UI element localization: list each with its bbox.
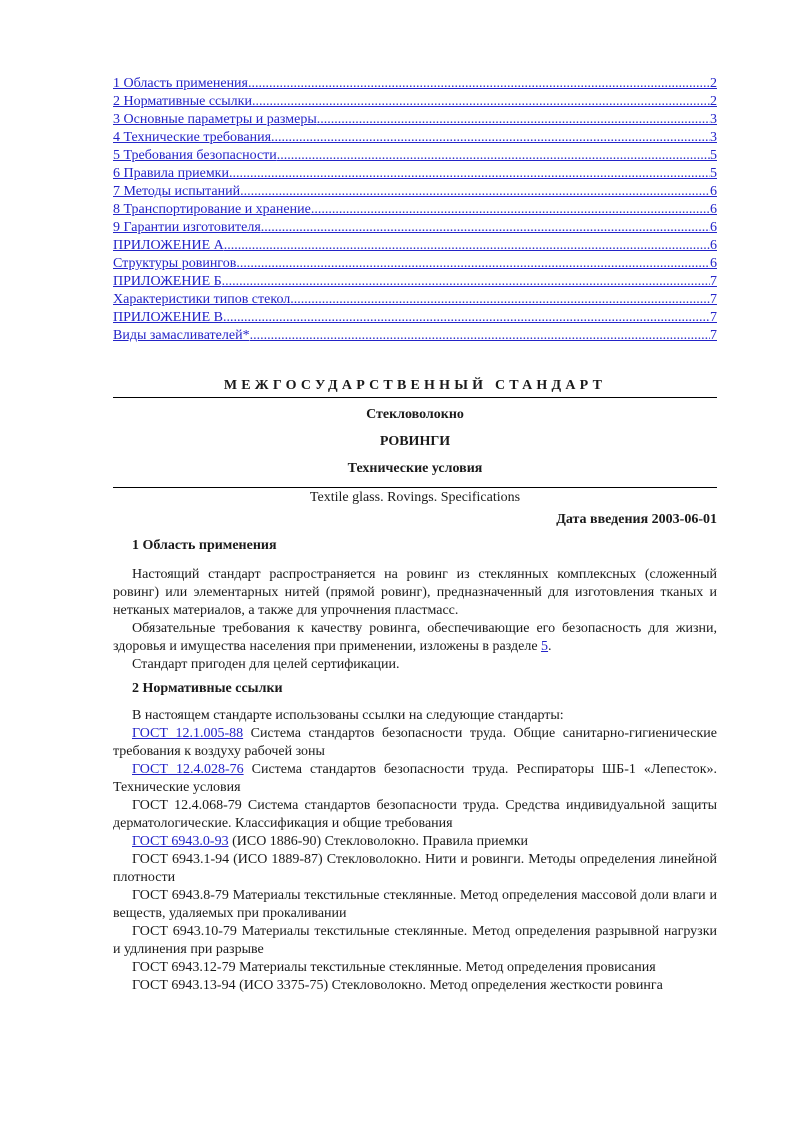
gost-link[interactable]: ГОСТ 12.1.005-88: [132, 726, 244, 741]
header-top-rule: [113, 397, 717, 398]
toc-item[interactable]: 3 Основные параметры и размеры ..... 3: [113, 112, 717, 130]
document-body: [113, 378, 717, 995]
document-subject: Стекловолокно: [366, 407, 464, 422]
section-5-link[interactable]: 5: [541, 639, 549, 654]
document-title: РОВИНГИ: [379, 434, 451, 449]
toc-item[interactable]: Характеристики типов стекол ..... 7: [113, 292, 717, 310]
gost-link[interactable]: ГОСТ 12.4.028-76: [132, 762, 244, 777]
toc-item[interactable]: Виды замасливателей* ..... 7: [113, 328, 717, 346]
section-2-intro: В настоящем стандарте использованы ссылки на следующие стандарты:: [132, 708, 564, 723]
reference-item: ГОСТ 6943.13-94 (ИСО 3375-75) Стекловолокно. Метод определения жесткости ровинга: [132, 978, 663, 993]
reference-item: ГОСТ 6943.8-79 Материалы текстильные стеклянные. Метод определения массовой доли влаги и веществ, удаляемых при прокаливании: [113, 888, 717, 921]
reference-item: ГОСТ 6943.1-94 (ИСО 1889-87) Стекловолокно. Нити и ровинги. Методы определения линейной плотности: [113, 852, 717, 885]
reference-item: ГОСТ 6943.10-79 Материалы текстильные стеклянные. Метод определения разрывной нагрузки и удлинения при разрыве: [113, 924, 717, 957]
reference-item: ГОСТ 12.4.028-76 Система стандартов безопасности труда. Респираторы ШБ-1 «Лепесток». Технические условия: [113, 762, 717, 795]
section-1-paragraph: Настоящий стандарт распространяется на ровинг из стеклянных комплексных (сложенный ровинг) или элементарных нитей (прямой ровинг), предназначенный для изготовления тканых и нетканых материалов, а также для упрочнения пластмасс.: [113, 567, 717, 618]
section-1-heading: 1 Область применения: [132, 538, 277, 553]
toc-item[interactable]: 5 Требования безопасности ..... 5: [113, 148, 717, 166]
toc-item[interactable]: 8 Транспортирование и хранение ..... 6: [113, 202, 717, 220]
section-1-paragraph: Стандарт пригоден для целей сертификации.: [132, 657, 400, 672]
section-1-paragraph: Обязательные требования к качеству ровинга, обеспечивающие его безопасность для жизни, здоровья и имущества населения при применении, изложены в разделе 5.: [113, 621, 717, 654]
toc-item[interactable]: 1 Область применения ..... 2: [113, 76, 717, 94]
document-subtitle: Технические условия: [347, 461, 483, 476]
reference-item: ГОСТ 12.4.068-79 Система стандартов безопасности труда. Средства индивидуальной защиты дерматологические. Классификация и общие требования: [113, 798, 717, 831]
toc-item[interactable]: 7 Методы испытаний ..... 6: [113, 184, 717, 202]
reference-item: ГОСТ 6943.0-93 (ИСО 1886-90) Стекловолокно. Правила приемки: [132, 834, 528, 849]
toc-item[interactable]: 9 Гарантии изготовителя ..... 6: [113, 220, 717, 238]
toc-item[interactable]: ПРИЛОЖЕНИЕ В ..... 7: [113, 310, 717, 328]
toc-item[interactable]: 4 Технические требования ..... 3: [113, 130, 717, 148]
toc-item[interactable]: 6 Правила приемки ..... 5: [113, 166, 717, 184]
toc-item[interactable]: ПРИЛОЖЕНИЕ Б ..... 7: [113, 274, 717, 292]
toc-item[interactable]: Структуры ровингов ..... 6: [113, 256, 717, 274]
toc-item[interactable]: ПРИЛОЖЕНИЕ А ..... 6: [113, 238, 717, 256]
section-2-heading: 2 Нормативные ссылки: [132, 681, 283, 696]
header-bottom-rule: [113, 487, 717, 488]
reference-item: ГОСТ 12.1.005-88 Система стандартов безопасности труда. Общие санитарно-гигиенические требования к воздуху рабочей зоны: [113, 726, 717, 759]
toc-item[interactable]: 2 Нормативные ссылки ..... 2: [113, 94, 717, 112]
standard-header: МЕЖГОСУДАРСТВЕННЫЙ СТАНДАРТ: [223, 378, 607, 393]
reference-item: ГОСТ 6943.12-79 Материалы текстильные стеклянные. Метод определения провисания: [132, 960, 656, 975]
english-title: Textile glass. Rovings. Specifications: [309, 490, 521, 505]
table-of-contents: [113, 76, 717, 346]
effective-date: Дата введения 2003-06-01: [556, 512, 717, 527]
gost-link[interactable]: ГОСТ 6943.0-93: [132, 834, 229, 849]
